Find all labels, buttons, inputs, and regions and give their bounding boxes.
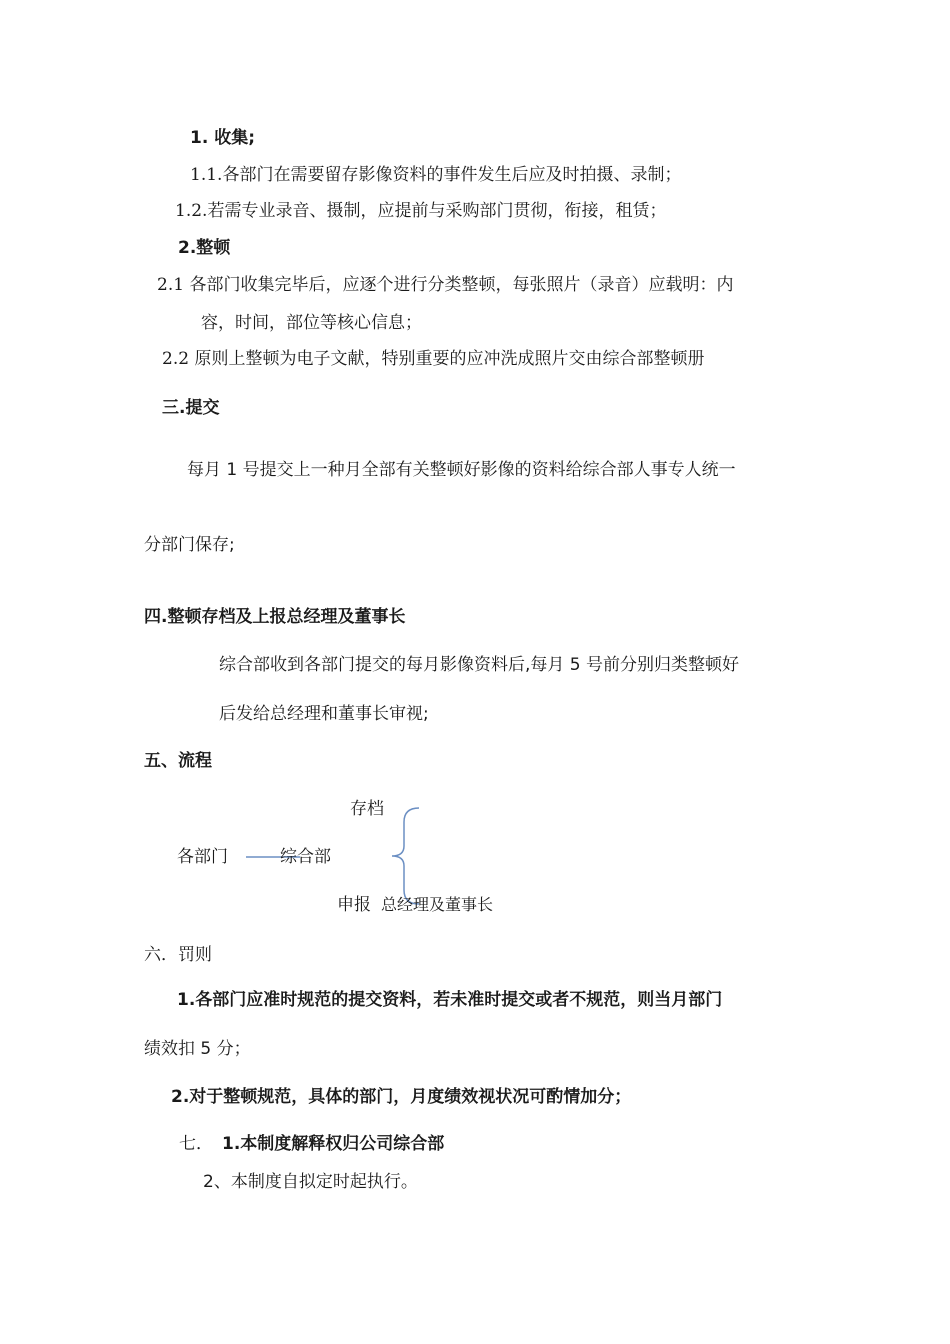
section-4-para-line-1: 综合部收到各部门提交的每月影像资料后,每月 5 号前分别归类整顿好 <box>219 655 740 675</box>
section-7-prefix: 七． <box>179 1134 213 1154</box>
section-4-heading: 四.整顿存档及上报总经理及董事长 <box>144 607 406 627</box>
section-4-para-line-2: 后发给总经理和董事长审视; <box>219 704 429 724</box>
flow-node-general-dept: 综合部 <box>280 847 331 867</box>
section-3-para-line-1: 每月 1 号提交上一种月全部有关整顿好影像的资料给综合部人事专人统一 <box>187 460 736 480</box>
flow-node-archive: 存档 <box>350 799 384 819</box>
section-7-item-2-middle: 拟定时 <box>298 1172 350 1192</box>
section-2-heading: 2.整顿 <box>178 238 231 258</box>
section-7-item-2 <box>203 1170 418 1194</box>
section-6-heading: 六．罚则 <box>144 945 212 965</box>
item-1-1: 1.1.各部门在需要留存影像资料的事件发生后应及时拍摄、录制； <box>190 165 682 185</box>
section-1-heading: 1. 收集; <box>190 128 256 148</box>
flow-brace <box>392 808 419 904</box>
section-3-heading: 三.提交 <box>162 398 220 418</box>
item-2-1-line-2: 容，时间，部位等核心信息； <box>201 313 422 333</box>
section-7-item-2-start: 2、本制度自 <box>203 1172 299 1192</box>
flow-node-report: 申报 <box>337 895 371 915</box>
section-7-item-1: 1.本制度解释权归公司综合部 <box>222 1134 445 1154</box>
section-6-item-2: 2.对于整顿规范，具体的部门，月度绩效视状况可酌情加分； <box>171 1087 632 1107</box>
item-2-2: 2.2 原则上整顿为电子文献，特别重要的应冲洗成照片交由综合部整顿册 <box>162 349 705 369</box>
item-1-2: 1.2.若需专业录音、摄制，应提前与采购部门贯彻，衔接，租赁； <box>175 201 667 221</box>
section-5-heading: 五、流程 <box>144 751 212 771</box>
section-6-item-1-line-2: 绩效扣 5 分； <box>144 1039 251 1059</box>
flow-node-executives: 总经理及董事长 <box>381 895 494 914</box>
section-6-item-1-line-1: 1.各部门应准时规范的提交资料，若未准时提交或者不规范，则当月部门 <box>177 990 723 1010</box>
flow-node-departments: 各部门 <box>177 847 228 867</box>
section-7-item-2-end: 起执行。 <box>349 1172 418 1192</box>
item-2-1-line-1: 2.1 各部门收集完毕后，应逐个进行分类整顿，每张照片（录音）应载明：内 <box>157 275 734 295</box>
section-3-para-line-2: 分部门保存; <box>144 535 235 555</box>
